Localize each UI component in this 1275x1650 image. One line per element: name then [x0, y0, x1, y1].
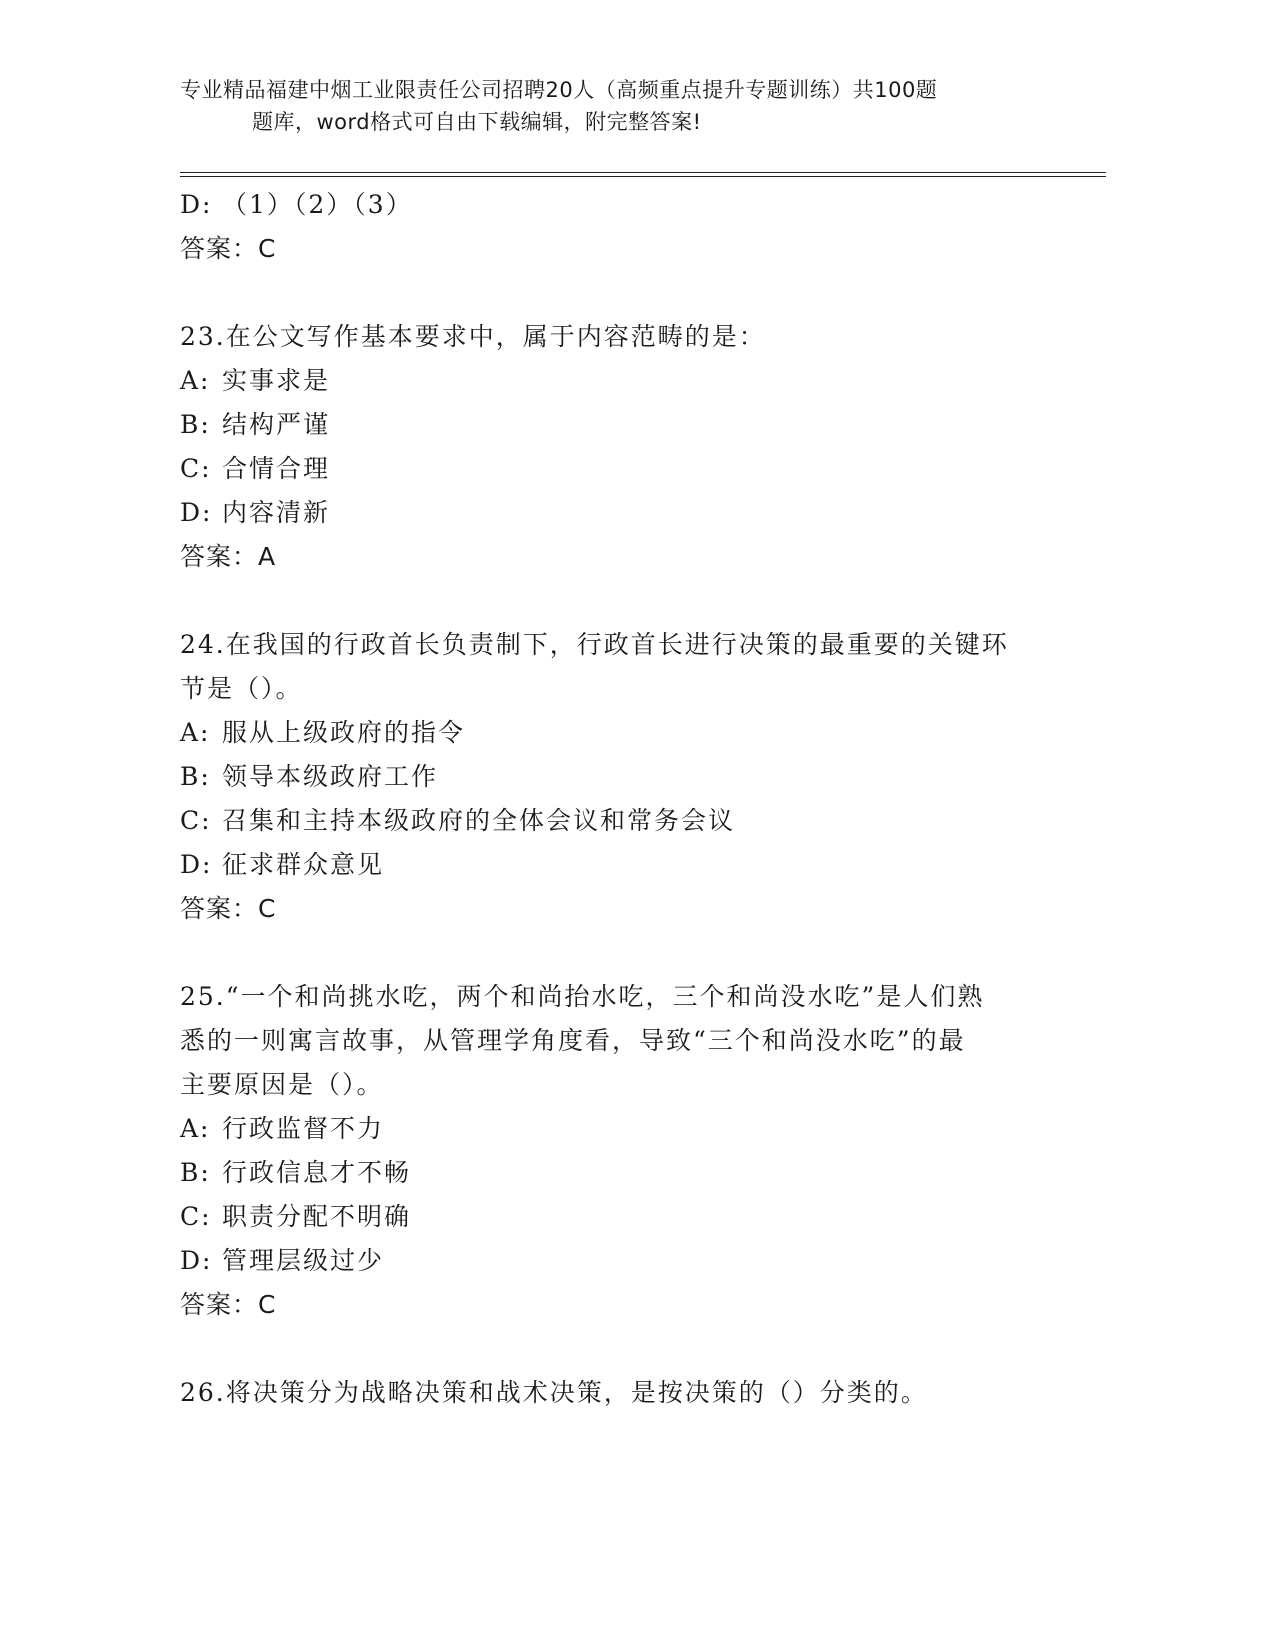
q25-option-a — [180, 1107, 1060, 1151]
option-text: 行政信息才不畅 — [222, 1158, 412, 1187]
q24-option-d — [180, 843, 1060, 887]
q24-option-b — [180, 755, 1060, 799]
option-label: B: — [180, 762, 211, 791]
q23-option-b — [180, 403, 1060, 447]
option-label: A: — [180, 366, 211, 395]
q25-answer: 答案：C — [180, 1290, 277, 1319]
option-label: B: — [180, 1158, 211, 1187]
question-23-text: 23.在公文写作基本要求中，属于内容范畴的是： — [180, 322, 766, 351]
option-label: C: — [180, 1202, 212, 1231]
question-25-text-line-1: 25.“一个和尚挑水吃，两个和尚抬水吃，三个和尚没水吃”是人们熟 — [180, 982, 985, 1011]
prev-answer: 答案：C — [180, 234, 277, 263]
option-label: C: — [180, 806, 212, 835]
q25-option-d — [180, 1239, 1060, 1283]
option-label: C: — [180, 454, 212, 483]
option-label: D: — [180, 190, 213, 219]
option-label: D: — [180, 1246, 213, 1275]
q25-option-b — [180, 1151, 1060, 1195]
option-text: 职责分配不明确 — [222, 1202, 412, 1231]
document-body — [180, 183, 1060, 1415]
question-26-text: 26.将决策分为战略决策和战术决策，是按决策的（）分类的。 — [180, 1378, 928, 1407]
header-title-line-1: 专业精品福建中烟工业限责任公司招聘20人（高频重点提升专题训练）共100题 — [180, 78, 938, 102]
option-text: 领导本级政府工作 — [222, 762, 439, 791]
question-24-text-line-2: 节是（）。 — [180, 674, 303, 703]
option-text: 召集和主持本级政府的全体会议和常务会议 — [222, 806, 736, 835]
q24-option-c — [180, 799, 1060, 843]
q24-answer: 答案：C — [180, 894, 277, 923]
header-rule-thin — [180, 172, 1106, 173]
option-label: D: — [180, 850, 213, 879]
option-label: B: — [180, 410, 211, 439]
q24-option-a — [180, 711, 1060, 755]
q23-option-c — [180, 447, 1060, 491]
question-25-text-line-2: 悉的一则寓言故事，从管理学角度看，导致“三个和尚没水吃”的最 — [180, 1026, 966, 1055]
q23-option-a — [180, 359, 1060, 403]
option-text: 管理层级过少 — [222, 1246, 385, 1275]
option-text: 行政监督不力 — [222, 1114, 385, 1143]
question-25-text-line-3: 主要原因是（）。 — [180, 1070, 384, 1099]
option-text: 结构严谨 — [222, 410, 331, 439]
option-text: 实事求是 — [222, 366, 331, 395]
option-label: A: — [180, 1114, 211, 1143]
q25-option-c — [180, 1195, 1060, 1239]
option-text: 服从上级政府的指令 — [222, 718, 466, 747]
q23-option-d — [180, 491, 1060, 535]
header-title-line-2: 题库，word格式可自由下载编辑，附完整答案! — [252, 110, 702, 134]
question-24-text-line-1: 24.在我国的行政首长负责制下，行政首长进行决策的最重要的关键环 — [180, 630, 1009, 659]
prev-option-d — [180, 183, 1060, 227]
document-header — [180, 74, 1060, 138]
option-label: D: — [180, 498, 213, 527]
q23-answer: 答案：A — [180, 542, 277, 571]
option-label: A: — [180, 718, 211, 747]
option-text: 合情合理 — [222, 454, 331, 483]
option-text: 内容清新 — [222, 498, 331, 527]
option-text: （1）（2）（3） — [222, 190, 413, 219]
header-rule-thick — [180, 176, 1106, 177]
option-text: 征求群众意见 — [222, 850, 385, 879]
